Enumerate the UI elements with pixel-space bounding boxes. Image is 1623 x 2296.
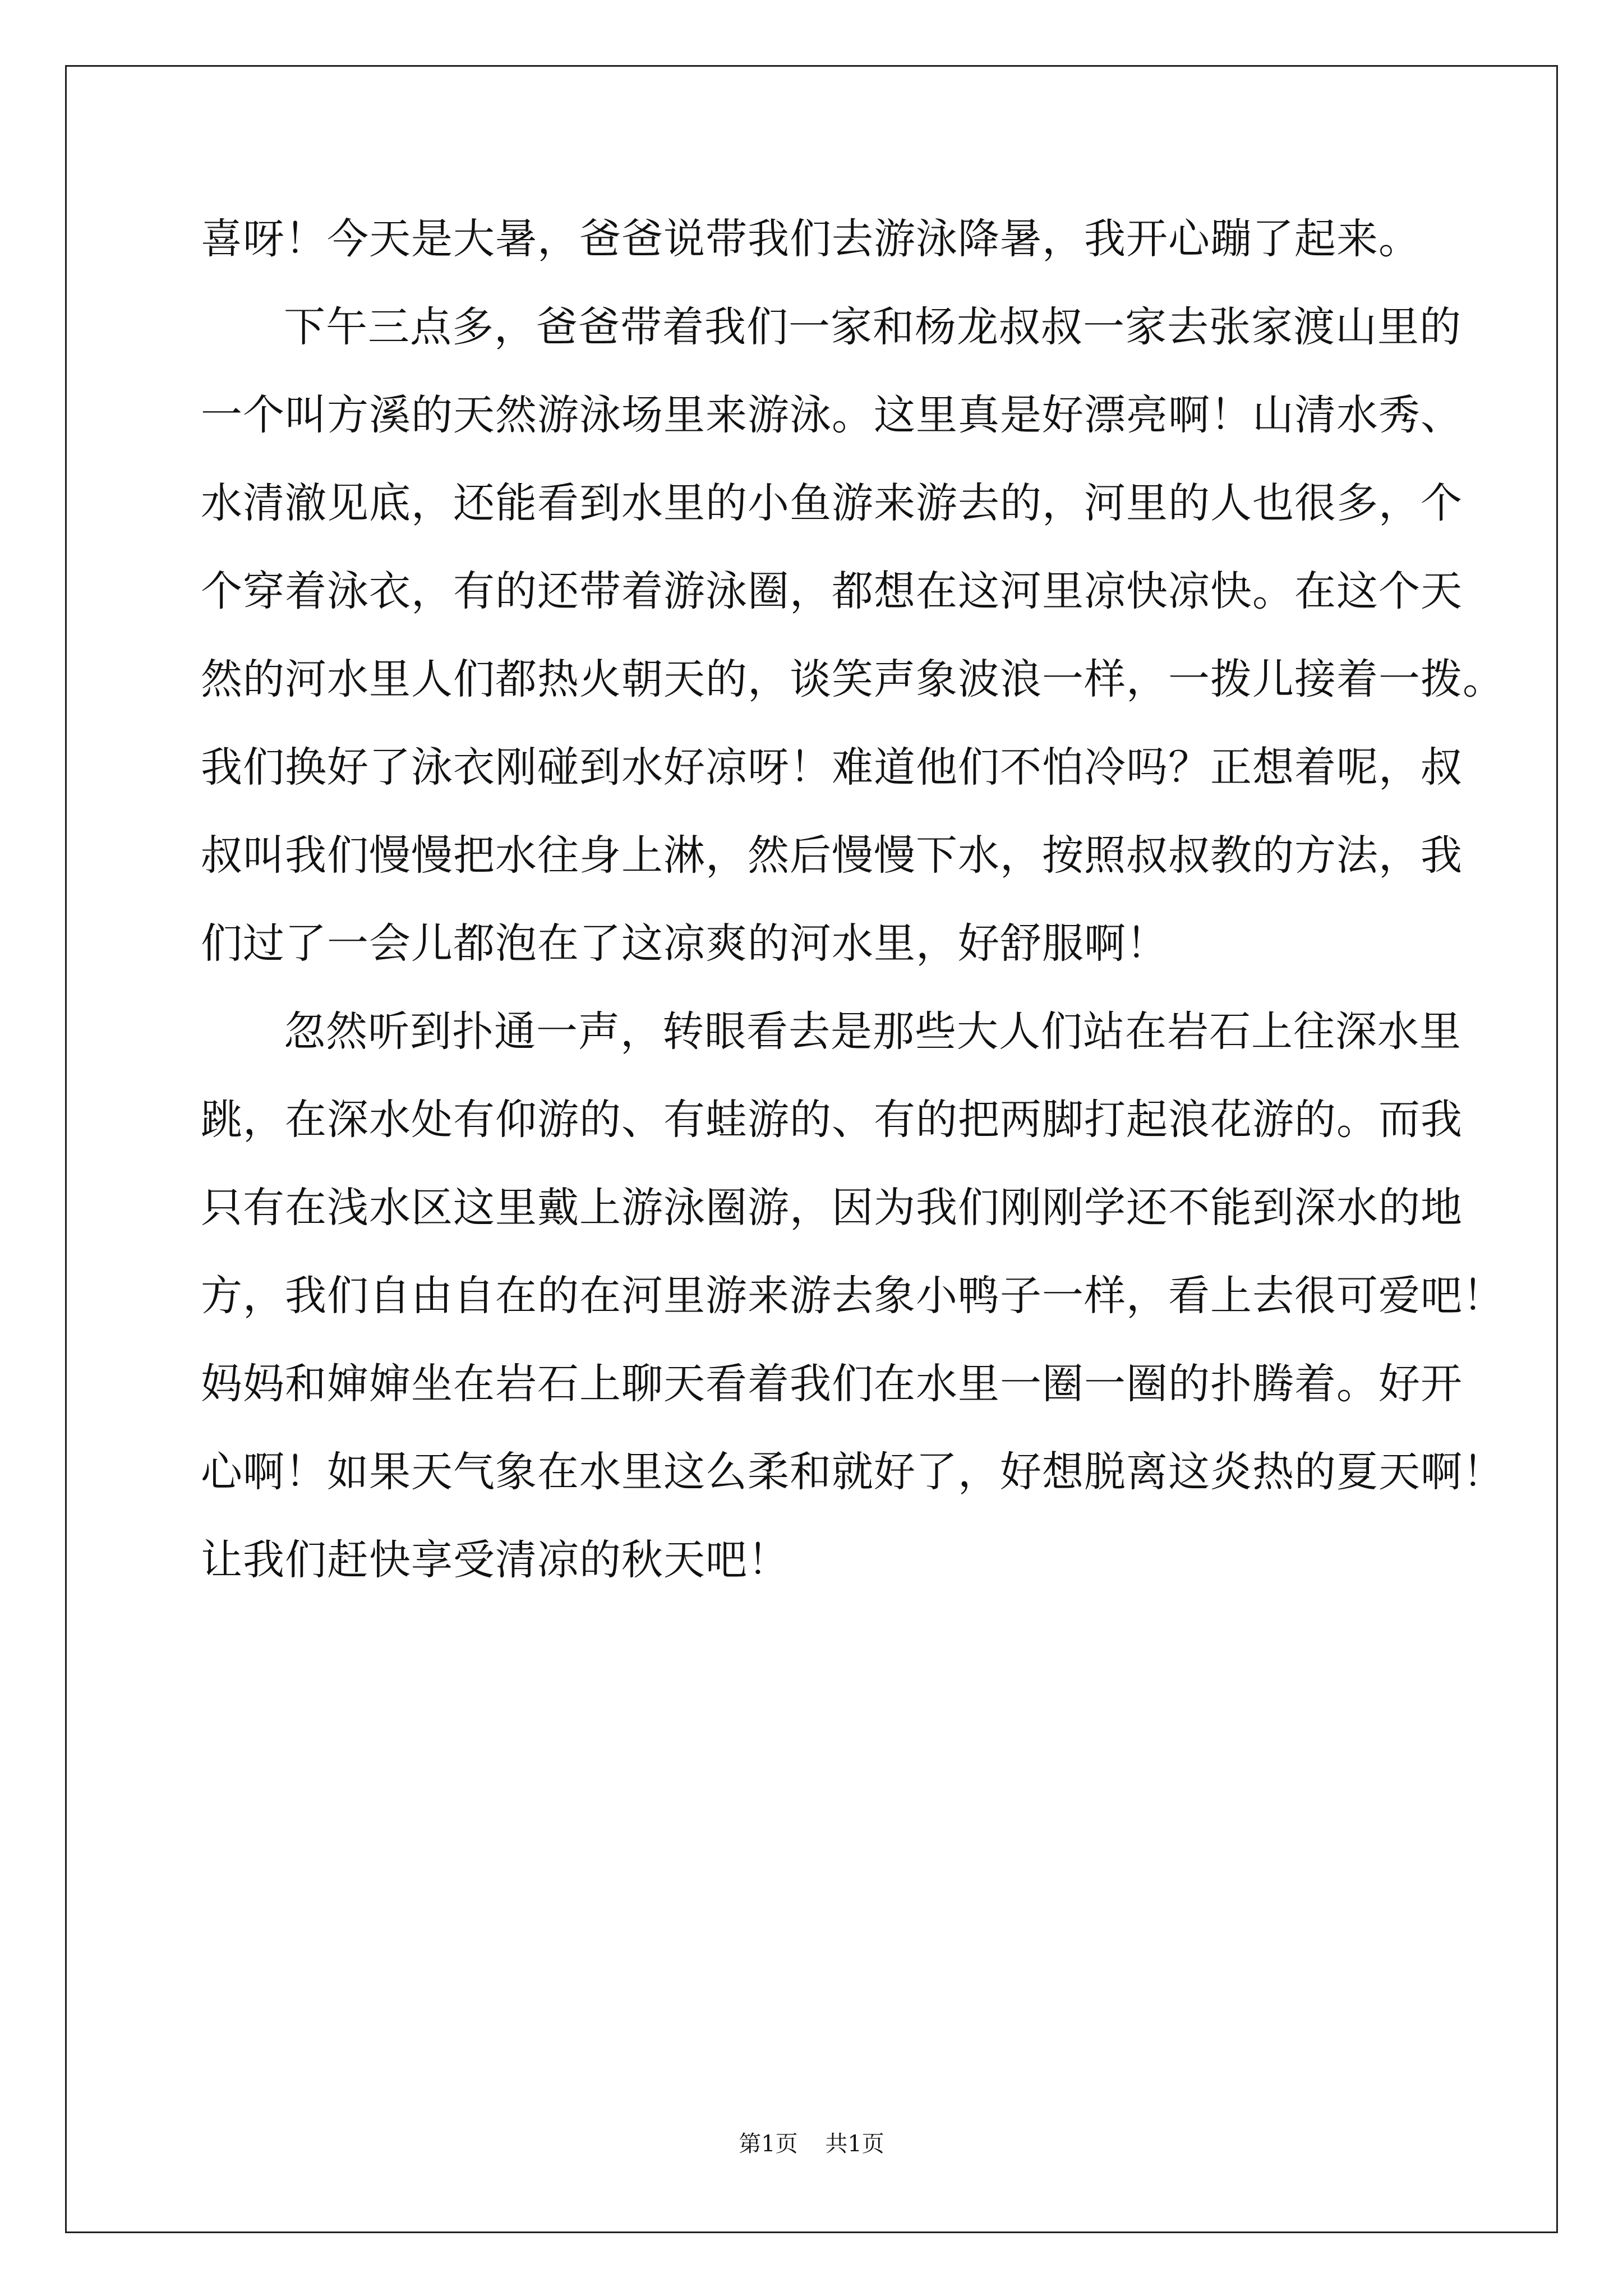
text-line: 跳，在深水处有仰游的、有蛙游的、有的把两脚打起浪花游的。而我	[201, 1096, 1463, 1144]
text-line: 然的河水里人们都热火朝天的，谈笑声象波浪一样，一拨儿接着一拨。	[201, 655, 1505, 703]
text-line: 只有在浅水区这里戴上游泳圈游，因为我们刚刚学还不能到深水的地	[201, 1184, 1463, 1232]
text-line: 水清澈见底，还能看到水里的小鱼游来游去的，河里的人也很多，个	[201, 479, 1463, 527]
text-line: 让我们赶快享受清凉的秋天吧！	[201, 1536, 790, 1584]
text-line: 个穿着泳衣，有的还带着游泳圈，都想在这河里凉快凉快。在这个天	[201, 567, 1463, 615]
text-line: 方，我们自由自在的在河里游来游去象小鸭子一样，看上去很可爱吧！	[201, 1272, 1505, 1320]
text-line: 妈妈和婶婶坐在岩石上聊天看着我们在水里一圈一圈的扑腾着。好开	[201, 1360, 1463, 1408]
text-line: 一个叫方溪的天然游泳场里来游泳。这里真是好漂亮啊！山清水秀、	[201, 391, 1463, 439]
text-line: 我们换好了泳衣刚碰到水好凉呀！难道他们不怕冷吗？正想着呢，叔	[201, 743, 1463, 792]
essay-body	[201, 195, 1505, 1604]
text-line: 叔叫我们慢慢把水往身上淋，然后慢慢下水，按照叔叔教的方法，我	[201, 831, 1463, 880]
page-number-current: 第1页	[739, 2131, 798, 2157]
page-footer	[0, 2126, 1623, 2158]
text-line: 喜呀！今天是大暑，爸爸说带我们去游泳降暑，我开心蹦了起来。	[201, 215, 1421, 263]
text-line: 心啊！如果天气象在水里这么柔和就好了，好想脱离这炎热的夏天啊！	[201, 1448, 1505, 1496]
text-line: 忽然听到扑通一声，转眼看去是那些大人们站在岩石上往深水里	[284, 1007, 1461, 1056]
text-line: 下午三点多，爸爸带着我们一家和杨龙叔叔一家去张家渡山里的	[284, 303, 1461, 351]
text-line: 们过了一会儿都泡在了这凉爽的河水里，好舒服啊！	[201, 919, 1168, 968]
page-number-total: 共1页	[825, 2131, 884, 2157]
